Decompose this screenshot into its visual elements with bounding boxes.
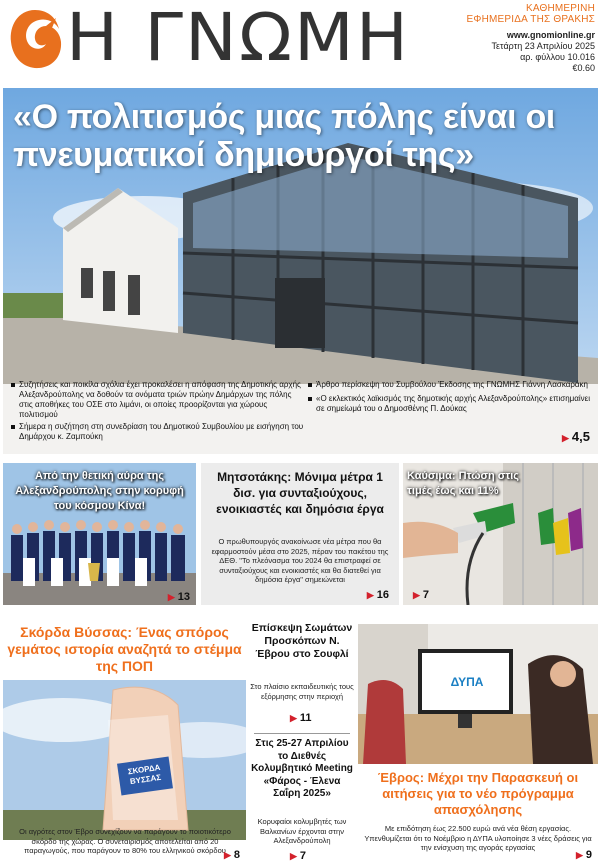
- page-ref[interactable]: ▶ 9: [575, 849, 592, 861]
- masthead: [0, 0, 601, 86]
- garlic-summary: Οι αγρότες στον Έβρο συνεχίζουν να παράγουν το ποιοτικότερο σκόρδο της χώρας. Ο συνεταιρισμός αποτελείται από 20 παραγωγούς, που παράγουν το 80% του ελληνικού σκόρδου: [19, 827, 231, 855]
- arrow-icon: ▶: [575, 850, 583, 860]
- page-ref[interactable]: ▶ 16: [366, 589, 389, 601]
- arrow-icon: ▶: [290, 851, 297, 861]
- swim-headline[interactable]: Στις 25-27 Απριλίου το Διεθνές Κολυμβητικό Meeting «Φάρος - Έλενα Σαΐρη 2025»: [251, 738, 353, 799]
- fuel-headline[interactable]: Καύσιμα: Πτώση στις τιμές έως και 11%: [407, 470, 519, 497]
- masthead-info: [467, 3, 595, 74]
- arrow-icon: ▶: [562, 433, 569, 443]
- hero-bullet: «Ο εκλεκτικός λαϊκισμός της δημοτικής αρχής Αλεξανδρούπολης» επισημαίνει σε σημείωμά του ο Δημοσθένης Π. Δούκας: [308, 394, 592, 414]
- dove-logo-icon: [6, 4, 64, 72]
- hero-bullet: Σήμερα η συζήτηση στη συνεδρίαση του Δημοτικού Συμβουλίου με εισήγηση του Δημάρχου κ. Ζαμπούκη: [11, 422, 306, 442]
- hero-story[interactable]: [3, 88, 598, 454]
- page-ref[interactable]: ▶ 7: [413, 589, 430, 601]
- issue-number: αρ. φύλλου 10.016: [520, 52, 595, 62]
- mitsotakis-headline[interactable]: Μητσοτάκης: Μόνιμα μέτρα 1 δισ. για συνταξιούχους, ενοικιαστές και δημόσια έργα: [216, 470, 384, 516]
- dypa-logo: ΔΥΠΑ: [450, 675, 484, 689]
- arrow-icon: ▶: [223, 850, 231, 860]
- garlic-story[interactable]: [3, 620, 246, 864]
- mitsotakis-story[interactable]: [201, 463, 399, 605]
- tagline-region: ΕΦΗΜΕΡΙΔΑ ΤΗΣ ΘΡΑΚΗΣ: [466, 14, 595, 25]
- divider: [254, 733, 350, 734]
- page-ref[interactable]: ▶ 7: [290, 850, 307, 862]
- soufli-headline[interactable]: Επίσκεψη Σωμάτων Προσκόπων Ν. Έβρου στο Σουφλί: [251, 622, 353, 660]
- issue-price: €0.60: [572, 63, 595, 73]
- swim-summary: Κορυφαίοι κολυμβητές των Βαλκανίων έρχονται στην Αλεξανδρούπολη: [257, 817, 347, 845]
- garlic-label: ΣΚΟΡΔΑ ΒΥΣΣΑΣ: [117, 757, 173, 796]
- hero-bullet: Άρθρο περίσκεψη του Συμβούλου Έκδοσης της ΓΝΩΜΗΣ Γιάννη Λασκαράκη: [308, 380, 592, 390]
- garlic-package-photo: [3, 680, 246, 840]
- dypa-story[interactable]: [358, 620, 598, 864]
- volley-story[interactable]: [3, 463, 196, 605]
- volley-headline[interactable]: Από την θετική αύρα της Αλεξανδρούπολης στην κορυφή του κόσμου Κίνα!: [15, 470, 184, 512]
- arrow-icon: ▶: [290, 713, 297, 723]
- fuel-story[interactable]: [403, 463, 598, 605]
- page-ref[interactable]: ▶ 13: [167, 591, 190, 603]
- issue-date: Τετάρτη 23 Απριλίου 2025: [491, 41, 595, 51]
- page-ref[interactable]: ▶ 4,5: [562, 429, 590, 444]
- mitsotakis-summary: Ο πρωθυπουργός ανακοίνωσε νέα μέτρα που θα εφαρμοστούν μέσα στο 2025, πέραν του πακέτου της ΔΕΘ. "Το πλεόνασμα του 2024 θα επιστραφεί σε συνταξιούχους και ενοικιαστές και θα διατεθεί για δημόσια έργα" σημειώνεται: [211, 537, 389, 584]
- website-link[interactable]: www.gnomionline.gr: [506, 30, 595, 40]
- soufli-summary: Στο πλαίσιο εκπαιδευτικής τους εξόρμησης στην περιοχή: [250, 682, 354, 701]
- dypa-summary: Με επιδότηση έως 22.500 ευρώ ανά νέα θέση εργασίας. Υπενθυμίζεται ότι το Νοέμβριο η ΔΥΠΑ υλοποίησε 3 νέες δράσεις για την ενίσχυση της αγοράς εργασίας: [364, 824, 592, 852]
- brief-column: [250, 620, 354, 864]
- arrow-icon: ▶: [167, 592, 175, 602]
- hero-bullet: Συζητήσεις και ποικίλα σχόλια έχει προκαλέσει η απόφαση της Δημοτικής αρχής Αλεξανδρούπολης να δοθούν τα ονόματα τριών πρώην Δημάρχων της πόλης στις αποθήκες του ΟΣΕ στο λιμάνι, οι οποίες προορίζονται για χώρους πολιτισμού: [11, 380, 306, 420]
- hero-bullets-right: [308, 380, 592, 414]
- hero-headline[interactable]: «Ο πολιτισμός μιας πόλης είναι οι πνευματικοί δημιουργοί της»: [13, 98, 556, 174]
- arrow-icon: ▶: [413, 590, 420, 600]
- dypa-headline[interactable]: Έβρος: Μέχρι την Παρασκευή οι αιτήσεις για το νέο πρόγραμμα απασχόλησης: [377, 770, 579, 817]
- office-computer-photo: [358, 624, 598, 764]
- hero-bullets-left: [11, 380, 306, 442]
- arrow-icon: ▶: [366, 590, 374, 600]
- newspaper-title[interactable]: Η ΓΝΩΜΗ: [66, 0, 411, 76]
- page-ref[interactable]: ▶ 11: [290, 712, 312, 724]
- garlic-headline[interactable]: Σκόρδα Βύσσας: Ένας σπόρος γεμάτος ιστορία αναζητά το στέμμα της ΠΟΠ: [7, 624, 242, 674]
- page-ref[interactable]: ▶ 8: [223, 849, 240, 861]
- tagline-daily: ΚΑΘΗΜΕΡΙΝΗ: [525, 3, 595, 14]
